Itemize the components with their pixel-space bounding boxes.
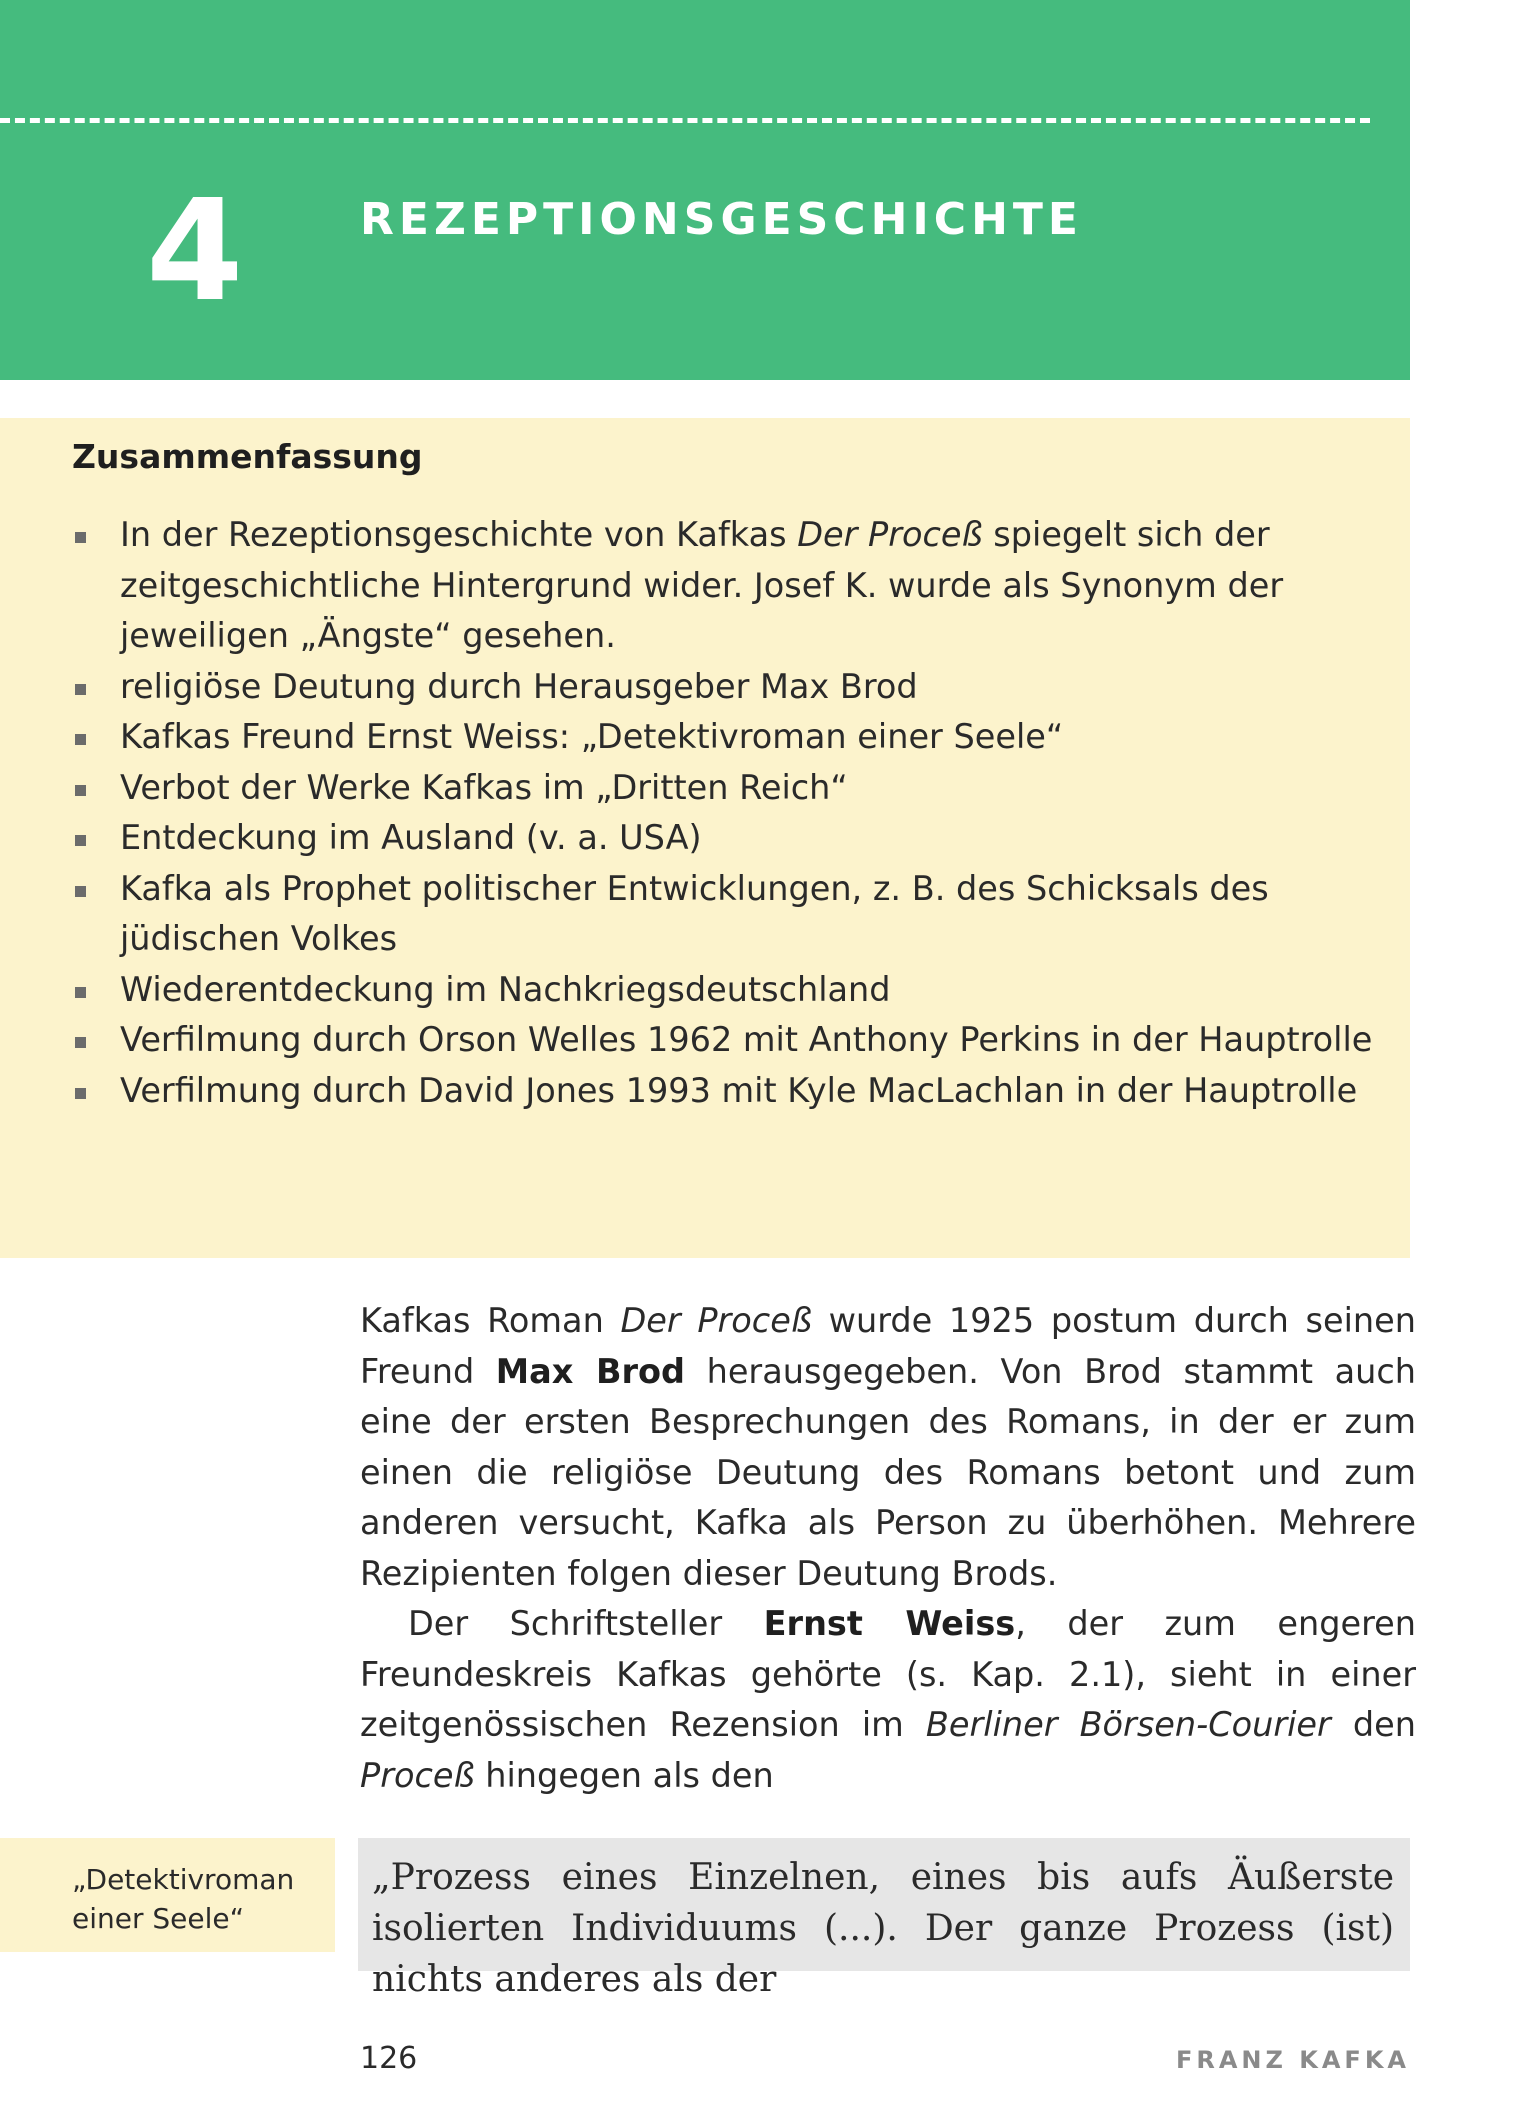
bullet-icon: [75, 987, 86, 998]
summary-item: Entdeckung im Ausland (v. a. USA): [72, 813, 1392, 864]
summary-item: In der Rezeptionsgeschichte von Kafkas Der Proceß spiegelt sich der zeitgeschichtliche Hintergrund wider. Josef K. wurde als Synonym der jeweiligen „Ängste“ gesehen.: [72, 510, 1392, 662]
bullet-icon: [75, 835, 86, 846]
paragraph: Kafkas Roman Der Proceß wurde 1925 postum durch seinen Freund Max Brod herausgegeben. Von Brod stammt auch eine der ersten Besprechungen des Romans, in der er zum einen die religiöse Deutung des Romans betont und zum anderen versucht, Kafka als Person zu überhöhen. Mehrere Rezipienten folgen dieser Deutung Brods.: [360, 1301, 1417, 1593]
summary-item: Kafkas Freund Ernst Weiss: „Detektivroman einer Seele“: [72, 712, 1392, 763]
dashed-divider: [0, 118, 1370, 123]
paragraph: Der Schriftsteller Ernst Weiss, der zum engeren Freundeskreis Kafkas gehörte (s. Kap. 2.1), sieht in einer zeitgenössischen Rezension im Berliner Börsen-Courier den Proceß hingegen als den: [360, 1604, 1416, 1795]
bullet-icon: [75, 1037, 86, 1048]
summary-item: religiöse Deutung durch Herausgeber Max Brod: [72, 662, 1392, 713]
bullet-icon: [75, 684, 86, 695]
bullet-icon: [75, 785, 86, 796]
bullet-icon: [75, 1088, 86, 1099]
summary-item: Wiederentdeckung im Nachkriegsdeutschland: [72, 965, 1392, 1016]
chapter-title: REZEPTIONSGESCHICHTE: [360, 194, 1083, 245]
body-text: [360, 1296, 1416, 1801]
bullet-icon: [75, 734, 86, 745]
summary-item: Verfilmung durch David Jones 1993 mit Kyle MacLachlan in der Hauptrolle: [72, 1066, 1392, 1117]
margin-note: „Detektivroman einer Seele“: [72, 1863, 295, 1935]
summary-item: Verbot der Werke Kafkas im „Dritten Reich“: [72, 763, 1392, 814]
bullet-icon: [75, 532, 86, 543]
quote: „Prozess eines Einzelnen, eines bis aufs Äußerste isolierten Individuums (...). Der ganze Prozess (ist) nichts anderes als der: [372, 1857, 1394, 2000]
chapter-number: 4: [146, 170, 244, 333]
summary-item: Verfilmung durch Orson Welles 1962 mit Anthony Perkins in der Hauptrolle: [72, 1015, 1392, 1066]
bullet-icon: [75, 886, 86, 897]
running-head: FRANZ KAFKA: [1175, 2046, 1410, 2074]
summary-item: Kafka als Prophet politischer Entwicklungen, z. B. des Schicksals des jüdischen Volkes: [72, 864, 1392, 965]
summary-heading: Zusammenfassung: [72, 437, 423, 476]
summary-list: [72, 510, 1392, 1116]
page-number: 126: [360, 2041, 418, 2076]
